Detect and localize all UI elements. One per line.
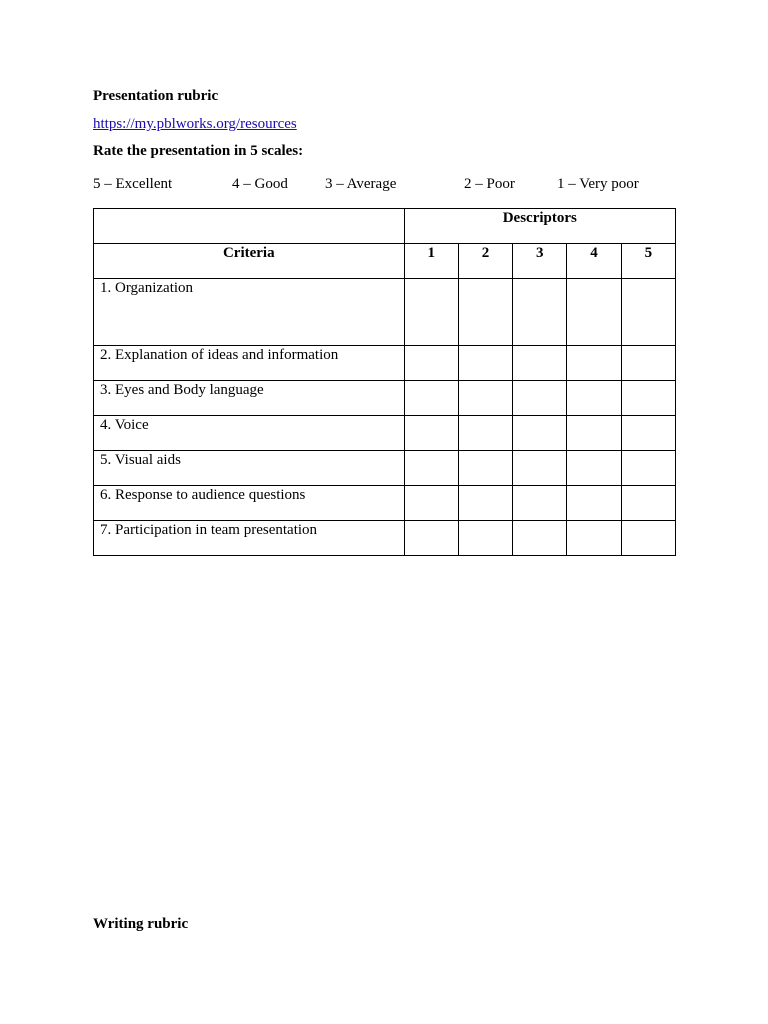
criterion-cell: 2. Explanation of ideas and information — [94, 346, 405, 381]
empty-header-cell — [94, 209, 405, 244]
score-cell[interactable] — [404, 416, 458, 451]
criterion-cell: 1. Organization — [94, 279, 405, 346]
table-row — [94, 279, 676, 346]
score-cell[interactable] — [513, 521, 567, 556]
score-cell[interactable] — [567, 279, 621, 346]
scale-very-poor: 1 – Very poor — [557, 176, 639, 192]
score-header-2: 2 — [458, 244, 512, 279]
score-header-4: 4 — [567, 244, 621, 279]
score-cell[interactable] — [567, 416, 621, 451]
table-row — [94, 451, 676, 486]
score-cell[interactable] — [404, 486, 458, 521]
score-cell[interactable] — [513, 279, 567, 346]
descriptors-header: Descriptors — [404, 209, 675, 244]
score-header-3: 3 — [513, 244, 567, 279]
criterion-cell: 7. Participation in team presentation — [94, 521, 405, 556]
scale-excellent: 5 – Excellent — [93, 176, 173, 192]
score-cell[interactable] — [404, 451, 458, 486]
resource-link[interactable]: https://my.pblworks.org/resources — [93, 116, 297, 132]
score-cell[interactable] — [513, 451, 567, 486]
score-cell[interactable] — [404, 381, 458, 416]
score-cell[interactable] — [621, 346, 675, 381]
score-cell[interactable] — [513, 416, 567, 451]
score-cell[interactable] — [513, 346, 567, 381]
score-cell[interactable] — [567, 486, 621, 521]
section-title-writing-rubric: Writing rubric — [93, 916, 189, 932]
score-cell[interactable] — [404, 279, 458, 346]
score-header-1: 1 — [404, 244, 458, 279]
scale-poor: 2 – Poor — [464, 176, 515, 192]
score-cell[interactable] — [621, 381, 675, 416]
score-header-5: 5 — [621, 244, 675, 279]
criterion-cell: 6. Response to audience questions — [94, 486, 405, 521]
criterion-cell: 5. Visual aids — [94, 451, 405, 486]
score-cell[interactable] — [567, 521, 621, 556]
rating-scale-legend — [93, 176, 675, 196]
table-header-row — [94, 209, 676, 244]
score-cell[interactable] — [567, 346, 621, 381]
table-row — [94, 346, 676, 381]
table-row — [94, 486, 676, 521]
rating-instruction: Rate the presentation in 5 scales: — [93, 143, 304, 159]
criterion-cell: 4. Voice — [94, 416, 405, 451]
rubric-table — [93, 208, 676, 556]
score-cell[interactable] — [458, 279, 512, 346]
table-row — [94, 381, 676, 416]
criterion-cell: 3. Eyes and Body language — [94, 381, 405, 416]
score-cell[interactable] — [458, 346, 512, 381]
score-cell[interactable] — [621, 451, 675, 486]
score-cell[interactable] — [621, 416, 675, 451]
criteria-header: Criteria — [94, 244, 405, 279]
score-cell[interactable] — [621, 486, 675, 521]
score-cell[interactable] — [458, 416, 512, 451]
score-cell[interactable] — [621, 279, 675, 346]
score-cell[interactable] — [458, 381, 512, 416]
score-cell[interactable] — [458, 521, 512, 556]
score-cell[interactable] — [458, 451, 512, 486]
score-cell[interactable] — [513, 381, 567, 416]
scale-good: 4 – Good — [232, 176, 288, 192]
score-cell[interactable] — [567, 381, 621, 416]
score-cell[interactable] — [567, 451, 621, 486]
score-cell[interactable] — [404, 346, 458, 381]
table-row — [94, 521, 676, 556]
score-cell[interactable] — [513, 486, 567, 521]
page-title: Presentation rubric — [93, 88, 219, 104]
score-cell[interactable] — [621, 521, 675, 556]
score-cell[interactable] — [458, 486, 512, 521]
scale-average: 3 – Average — [325, 176, 397, 192]
table-row — [94, 416, 676, 451]
table-subheader-row — [94, 244, 676, 279]
score-cell[interactable] — [404, 521, 458, 556]
